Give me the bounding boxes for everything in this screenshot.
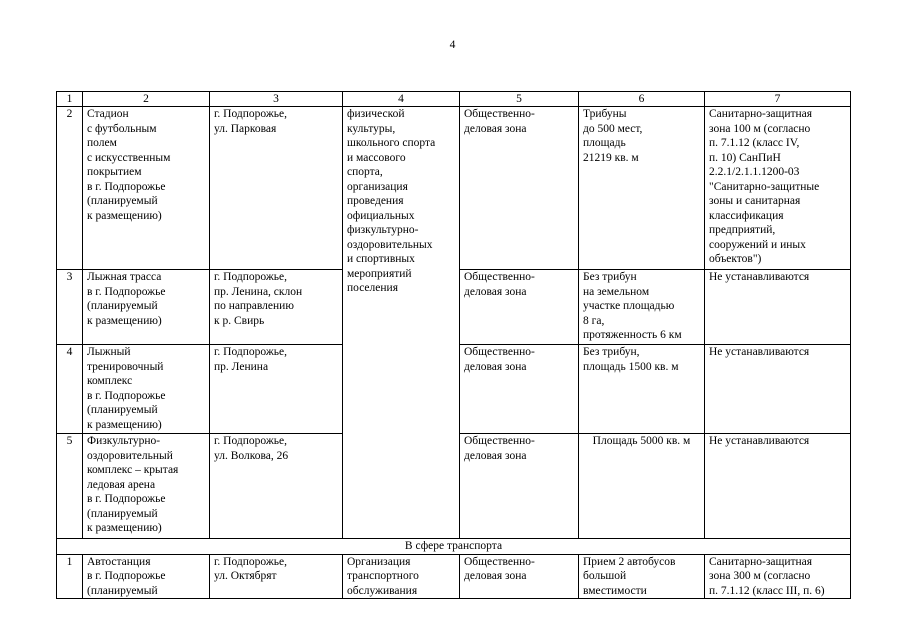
zone-restrictions: Не устанавливаются	[705, 434, 851, 539]
zone-restrictions: Не устанавливаются	[705, 270, 851, 345]
object-location: г. Подпорожье, пр. Ленина	[210, 345, 343, 434]
object-location: г. Подпорожье, ул. Октябрят	[210, 554, 343, 599]
column-header: 7	[705, 92, 851, 107]
object-location: г. Подпорожье, ул. Парковая	[210, 107, 343, 270]
table-header-row	[57, 92, 851, 107]
object-purpose: физической культуры, школьного спорта и массового спорта, организация проведения официальных физкультурно- оздоровительных и спортивных мероприятий поселения	[343, 107, 460, 539]
object-location: г. Подпорожье, ул. Волкова, 26	[210, 434, 343, 539]
object-location: г. Подпорожье, пр. Ленина, склон по направлению к р. Свирь	[210, 270, 343, 345]
functional-zone: Общественно- деловая зона	[460, 107, 579, 270]
object-parameters: Без трибун на земельном участке площадью 8 га, протяженность 6 км	[579, 270, 705, 345]
column-header: 3	[210, 92, 343, 107]
functional-zone: Общественно- деловая зона	[460, 554, 579, 599]
functional-zone: Общественно- деловая зона	[460, 434, 579, 539]
object-name: Физкультурно- оздоровительный комплекс – крытая ледовая арена в г. Подпорожье (планируемый к размещению)	[83, 434, 210, 539]
functional-zone: Общественно- деловая зона	[460, 270, 579, 345]
object-parameters: Трибуны до 500 мест, площадь 21219 кв. м	[579, 107, 705, 270]
row-number: 2	[57, 107, 83, 270]
object-purpose: Организация транспортного обслуживания	[343, 554, 460, 599]
facilities-table	[56, 91, 851, 599]
zone-restrictions: Санитарно-защитная зона 300 м (согласно п. 7.1.12 (класс III, п. 6)	[705, 554, 851, 599]
zone-restrictions: Не устанавливаются	[705, 345, 851, 434]
object-name: Стадион с футбольным полем с искусственным покрытием в г. Подпорожье (планируемый к размещению)	[83, 107, 210, 270]
row-number: 3	[57, 270, 83, 345]
table-row	[57, 554, 851, 599]
object-name: Лыжный тренировочный комплекс в г. Подпорожье (планируемый к размещению)	[83, 345, 210, 434]
column-header: 2	[83, 92, 210, 107]
functional-zone: Общественно- деловая зона	[460, 345, 579, 434]
row-number: 4	[57, 345, 83, 434]
column-header: 6	[579, 92, 705, 107]
object-parameters: Без трибун, площадь 1500 кв. м	[579, 345, 705, 434]
section-title: В сфере транспорта	[57, 539, 851, 555]
page-number: 4	[449, 39, 456, 51]
object-parameters: Прием 2 автобусов большой вместимости	[579, 554, 705, 599]
object-parameters: Площадь 5000 кв. м	[579, 434, 705, 539]
zone-restrictions: Санитарно-защитная зона 100 м (согласно п. 7.1.12 (класс IV, п. 10) СанПиН 2.2.1/2.1.1.1200-03 "Санитарно-защитные зоны и санитарная классификация предприятий, сооружений и иных объектов")	[705, 107, 851, 270]
column-header: 5	[460, 92, 579, 107]
table-row	[57, 107, 851, 270]
section-row	[57, 539, 851, 555]
column-header: 1	[57, 92, 83, 107]
row-number: 1	[57, 554, 83, 599]
object-name: Лыжная трасса в г. Подпорожье (планируемый к размещению)	[83, 270, 210, 345]
row-number: 5	[57, 434, 83, 539]
column-header: 4	[343, 92, 460, 107]
object-name: Автостанция в г. Подпорожье (планируемый	[83, 554, 210, 599]
